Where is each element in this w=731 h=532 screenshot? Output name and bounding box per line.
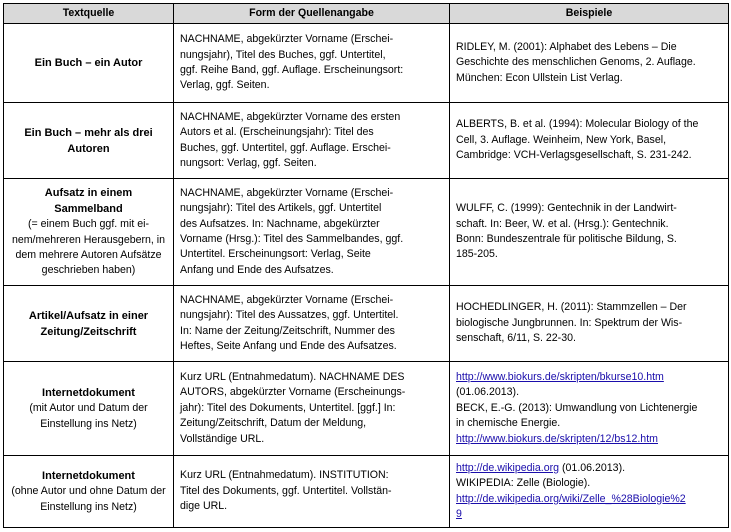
form-line: dige URL. bbox=[180, 500, 228, 513]
citation-form-cell bbox=[174, 24, 450, 103]
example-line bbox=[456, 461, 722, 476]
form-line: nungsjahr): Titel des Artikels, ggf. Untertitel bbox=[180, 202, 382, 215]
form-line: Heftes, Seite Anfang und Ende des Aufsatzes. bbox=[180, 339, 397, 352]
access-date: (01.06.2013). bbox=[562, 461, 626, 474]
source-type-note: (mit Autor und Datum der Einstellung ins Netz) bbox=[29, 402, 148, 430]
example-cell bbox=[450, 103, 729, 179]
source-type-note: (= einem Buch ggf. mit ei-nem/mehreren Herausgebern, in dem mehrere Autoren Aufsätze geschrieben haben) bbox=[11, 218, 166, 277]
example-line: WULFF, C. (1999): Gentechnik in der Landwirt- bbox=[456, 202, 677, 215]
header-row bbox=[4, 4, 729, 24]
table-row bbox=[4, 24, 729, 103]
source-type-title: Internetdokument bbox=[42, 470, 135, 483]
form-line: Vollständige URL. bbox=[180, 432, 265, 445]
example-line: Bonn: Bundeszentrale für politische Bildung, S. bbox=[456, 233, 677, 245]
form-line: Anfang und Ende des Aufsatzes. bbox=[180, 263, 334, 276]
form-line: nungsort: Verlag, ggf. Seiten. bbox=[180, 156, 317, 169]
example-line: WIKIPEDIA: Zelle (Biologie). bbox=[456, 477, 591, 490]
source-type-note: (ohne Autor und ohne Datum der Einstellung ins Netz) bbox=[11, 485, 166, 513]
form-line: NACHNAME, abgekürzter Vorname (Erschei- bbox=[180, 33, 394, 46]
example-cell bbox=[450, 24, 729, 103]
source-type-cell bbox=[4, 456, 174, 528]
source-type-title: Aufsatz in einem Sammelband bbox=[44, 187, 133, 216]
wikipedia-zelle-link[interactable]: http://de.wikipedia.org/wiki/Zelle_%28Biologie%2 bbox=[456, 492, 686, 505]
form-line: ggf. Reihe Band, ggf. Auflage. Erscheinungsort: bbox=[180, 64, 404, 76]
table-row bbox=[4, 286, 729, 362]
source-type-title: Artikel/Aufsatz in einer Zeitung/Zeitschrift bbox=[28, 309, 149, 338]
example-line: schaft. In: Beer, W. et al. (Hrsg.): Gentechnik. bbox=[456, 217, 669, 230]
example-cell bbox=[450, 286, 729, 362]
citation-form-cell bbox=[174, 286, 450, 362]
source-type-title: Ein Buch – ein Autor bbox=[34, 57, 143, 69]
example-line: ALBERTS, B. et al. (1994): Molecular Biology of the bbox=[456, 118, 699, 131]
wikipedia-link[interactable]: http://de.wikipedia.org bbox=[456, 461, 560, 474]
wikipedia-zelle-link-continued[interactable]: 9 bbox=[456, 507, 462, 520]
table-row bbox=[4, 179, 729, 286]
form-line: Autors et al. (Erscheinungsjahr): Titel des bbox=[180, 126, 374, 139]
form-line: Vorname (Hrsg.): Titel des Sammelbandes, ggf. bbox=[180, 233, 404, 245]
biokurs-bs12-link[interactable]: http://www.biokurs.de/skripten/12/bs12.htm bbox=[456, 432, 658, 445]
form-line: Titel des Dokuments, ggf. Untertitel. Vollstän- bbox=[180, 484, 392, 497]
example-line: 185-205. bbox=[456, 248, 498, 261]
example-line: senschaft, 6/11, S. 22-30. bbox=[456, 332, 576, 345]
form-line: Verlag, ggf. Seiten. bbox=[180, 79, 270, 92]
source-type-title: Ein Buch – mehr als drei Autoren bbox=[24, 126, 153, 155]
form-line: Buches, ggf. Untertitel, ggf. Auflage. Erschei- bbox=[180, 141, 391, 154]
example-cell bbox=[450, 179, 729, 286]
form-line: Kurz URL (Entnahmedatum). INSTITUTION: bbox=[180, 469, 389, 482]
form-line: nungsjahr), Titel des Buches, ggf. Untertitel, bbox=[180, 48, 386, 61]
source-type-cell bbox=[4, 103, 174, 179]
form-line: NACHNAME, abgekürzter Vorname (Erschei- bbox=[180, 186, 394, 199]
example-cell bbox=[450, 456, 729, 528]
form-line: Zeitung/Zeitschrift, Datum der Meldung, bbox=[180, 417, 367, 430]
example-line: RIDLEY, M. (2001): Alphabet des Lebens – Die bbox=[456, 40, 677, 53]
example-line: Cell, 3. Auflage. Weinheim, New York, Basel, bbox=[456, 133, 667, 146]
citation-table bbox=[3, 3, 729, 528]
example-line: München: Econ Ullstein List Verlag. bbox=[456, 71, 623, 84]
citation-form-cell bbox=[174, 456, 450, 528]
example-cell bbox=[450, 362, 729, 456]
example-line: Geschichte des menschlichen Genoms, 2. Auflage. bbox=[456, 56, 696, 69]
source-type-cell bbox=[4, 179, 174, 286]
form-line: Kurz URL (Entnahmedatum). NACHNAME DES bbox=[180, 370, 405, 383]
citation-form-cell bbox=[174, 179, 450, 286]
source-type-cell bbox=[4, 24, 174, 103]
source-type-cell bbox=[4, 286, 174, 362]
header-beispiele: Beispiele bbox=[450, 4, 729, 24]
header-textquelle: Textquelle bbox=[4, 4, 174, 24]
table-row bbox=[4, 362, 729, 456]
form-line: des Aufsatzes. In: Nachname, abgekürzter bbox=[180, 217, 380, 230]
citation-form-cell bbox=[174, 362, 450, 456]
form-line: jahr): Titel des Dokuments, Untertitel. [ggf.] In: bbox=[180, 401, 396, 414]
form-line: AUTORS, abgekürzter Vorname (Erscheinungs- bbox=[180, 386, 406, 399]
example-line: Cambridge: VCH-Verlagsgesellschaft, S. 231-242. bbox=[456, 149, 692, 162]
form-line: nungsjahr): Titel des Aussatzes, ggf. Untertitel. bbox=[180, 309, 399, 322]
table-row bbox=[4, 456, 729, 528]
example-line: in chemische Energie. bbox=[456, 417, 561, 430]
form-line: NACHNAME, abgekürzter Vorname des ersten bbox=[180, 110, 401, 123]
example-line: HOCHEDLINGER, H. (2011): Stammzellen – Der bbox=[456, 301, 687, 314]
biokurs-link[interactable]: http://www.biokurs.de/skripten/bkurse10.htm bbox=[456, 370, 664, 383]
form-line: Untertitel. Erscheinungsort: Verlag, Seite bbox=[180, 248, 371, 261]
header-form: Form der Quellenangabe bbox=[174, 4, 450, 24]
example-line: biologische Jungbrunnen. In: Spektrum der Wis- bbox=[456, 316, 683, 329]
form-line: In: Name der Zeitung/Zeitschrift, Nummer des bbox=[180, 324, 395, 337]
source-type-title: Internetdokument bbox=[42, 387, 135, 400]
example-line: BECK, E.-G. (2013): Umwandlung von Lichtenergie bbox=[456, 401, 698, 414]
access-date: (01.06.2013). bbox=[456, 386, 520, 399]
citation-form-cell bbox=[174, 103, 450, 179]
form-line: NACHNAME, abgekürzter Vorname (Erschei- bbox=[180, 293, 394, 306]
table-row bbox=[4, 103, 729, 179]
source-type-cell bbox=[4, 362, 174, 456]
